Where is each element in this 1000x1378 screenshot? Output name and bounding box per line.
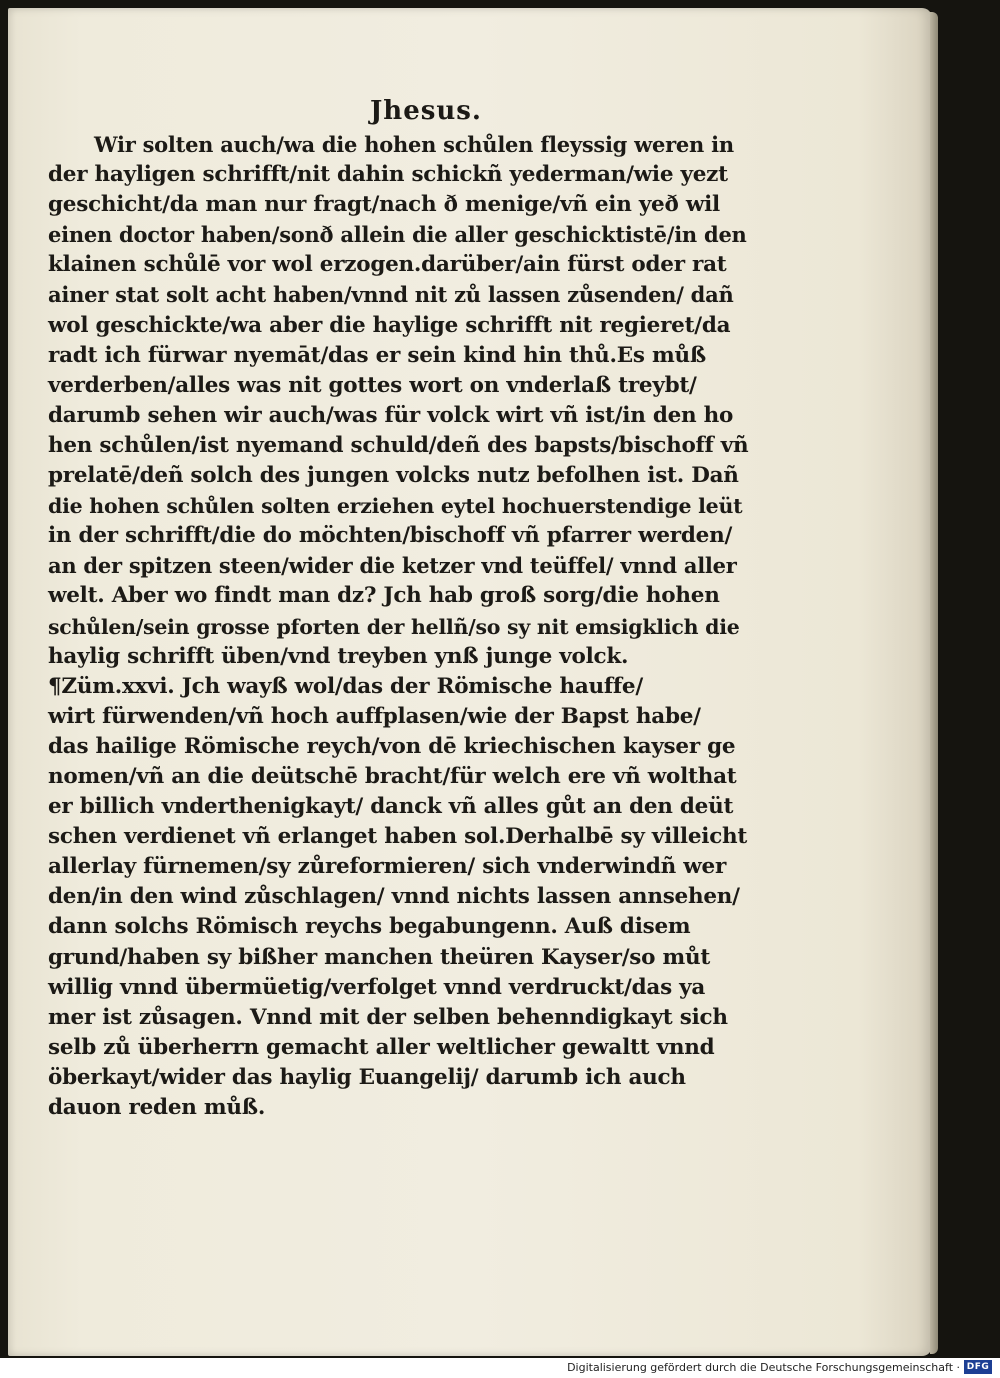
- text-line: den/in den wind zůschlagen/ vnnd nichts lassen annsehen/: [48, 884, 740, 910]
- text-line: einen doctor haben/sonð allein die aller geschicktistē/in den: [48, 222, 747, 248]
- text-line: grund/haben sy bißher manchen theüren Kayser/so můt: [48, 944, 711, 970]
- text-line: welt. Aber wo findt man dz? Jch hab groß sorg/die hohen: [48, 583, 720, 609]
- text-line: ¶Züm.xxvi. Jch wayß wol/das der Römische hauffe/: [48, 673, 643, 699]
- page-heading: Jhesus.: [370, 96, 482, 126]
- text-line: dann solchs Römisch reychs begabungenn. Auß disem: [48, 914, 691, 940]
- text-line: mer ist zůsagen. Vnnd mit der selben behenndigkayt sich: [48, 1004, 728, 1030]
- text-line: die hohen schůlen solten erziehen eytel hochuerstendige leüt: [48, 494, 743, 519]
- text-line: schůlen/sein grosse pforten der hellñ/so sy nit emsigklich die: [48, 614, 740, 639]
- text-line: klainen schůlē vor wol erzogen.darüber/ain fürst oder rat: [48, 252, 727, 278]
- text-lines: [48, 130, 748, 1123]
- text-line: in der schrifft/die do möchten/bischoff vñ pfarrer werden/: [48, 523, 733, 549]
- text-line: hen schůlen/ist nyemand schuld/deñ des bapsts/bischoff vñ: [48, 432, 749, 458]
- text-line: wirt fürwenden/vñ hoch auffplasen/wie der Bapst habe/: [48, 703, 701, 729]
- text-line: schen verdienet vñ erlanget haben sol.Derhalbē sy villeicht: [48, 824, 748, 850]
- text-line: wol geschickte/wa aber die haylige schrifft nit regieret/da: [48, 312, 731, 338]
- text-line: verderben/alles was nit gottes wort on vnderlaß treybt/: [48, 372, 697, 398]
- text-line: öberkayt/wider das haylig Euangelij/ darumb ich auch: [48, 1064, 686, 1090]
- text-line: an der spitzen steen/wider die ketzer vnd teüffel/ vnnd aller: [48, 553, 737, 579]
- text-line: allerlay fürnemen/sy zůreformieren/ sich vnderwindñ wer: [48, 854, 727, 880]
- text-block: [48, 92, 748, 1123]
- funding-credit: Digitalisierung gefördert durch die Deutsche Forschungsgemeinschaft ·: [567, 1361, 960, 1374]
- dfg-logo: DFG: [964, 1360, 992, 1374]
- text-line: ainer stat solt acht haben/vnnd nit zů lassen zůsenden/ dañ: [48, 282, 734, 308]
- text-line: er billich vnderthenigkayt/ danck vñ alles gůt an den deüt: [48, 794, 734, 820]
- text-line: willig vnnd übermüetig/verfolget vnnd verdruckt/das ya: [48, 974, 706, 1000]
- text-line: darumb sehen wir auch/was für volck wirt vñ ist/in den ho: [48, 402, 734, 428]
- book-page: [8, 8, 932, 1356]
- text-line: haylig schrifft üben/vnd treyben ynß junge volck.: [48, 643, 629, 669]
- text-line: das hailige Römische reych/von dē kriechischen kayser ge: [48, 733, 736, 759]
- text-line: geschicht/da man nur fragt/nach ð menige/vñ ein yeð wil: [48, 192, 720, 218]
- text-line: radt ich fürwar nyemāt/das er sein kind hin thů.Es můß: [48, 342, 706, 368]
- page-edge: [930, 12, 938, 1354]
- text-line: prelatē/deñ solch des jungen volcks nutz befolhen ist. Dañ: [48, 463, 739, 489]
- text-line: selb zů überherrn gemacht aller weltlicher gewaltt vnnd: [48, 1034, 715, 1060]
- text-line: dauon reden můß.: [48, 1095, 266, 1120]
- text-line: Wir solten auch/wa die hohen schůlen fleyssig weren in: [94, 132, 734, 157]
- text-line: nomen/vñ an die deütschē bracht/für welch ere vñ wolthat: [48, 763, 737, 789]
- footer-bar: [0, 1358, 1000, 1378]
- text-line: der hayligen schrifft/nit dahin schickñ yederman/wie yezt: [48, 162, 728, 188]
